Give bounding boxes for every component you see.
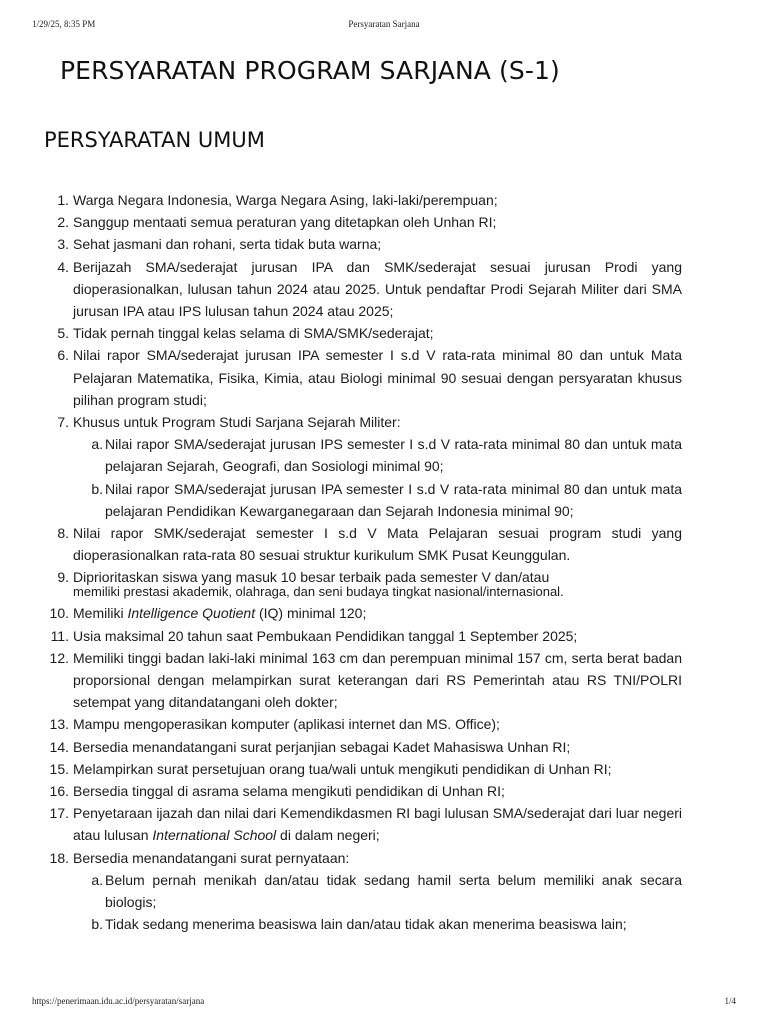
item-number: 7. [57, 414, 69, 431]
sub-item-letter: a. [91, 436, 103, 453]
item-number: 18. [49, 849, 69, 866]
item-text: Sehat jasmani dan rohani, serta tidak buta warna; [73, 236, 382, 253]
item-text: Usia maksimal 20 tahun saat Pembukaan Pendidikan tanggal 1 September 2025; [73, 627, 578, 644]
item-text-emphasis: Intelligence Quotient [127, 605, 256, 622]
item-text: Sanggup mentaati semua peraturan yang ditetapkan oleh Unhan RI; [73, 214, 497, 231]
list-item [49, 758, 682, 780]
item-number: 6. [57, 347, 69, 364]
page-title: PERSYARATAN PROGRAM SARJANA (S-1) [60, 56, 560, 85]
item-text: Nilai rapor SMK/sederajat semester I s.d V Mata Pelajaran sesuai program studi yang dioperasionalkan rata-rata 80 sesuai struktur kurikulum SMK Pusat Keunggulan. [73, 525, 682, 564]
item-text: Khusus untuk Program Studi Sarjana Sejarah Militer: [73, 414, 401, 431]
sub-list-item [91, 478, 682, 522]
list-item [57, 233, 682, 255]
list-item [57, 189, 682, 211]
print-url: https://penerimaan.idu.ac.id/persyaratan/sarjana [32, 996, 205, 1006]
sub-item-text: Tidak sedang menerima beasiswa lain dan/atau tidak akan menerima beasiswa lain; [105, 916, 627, 933]
list-item [57, 411, 682, 522]
print-datetime: 1/29/25, 8:35 PM [32, 19, 96, 29]
item-number: 14. [49, 738, 69, 755]
item-number: 3. [57, 236, 69, 253]
sub-item-letter: b. [91, 480, 103, 497]
sub-item-letter: a. [91, 871, 103, 888]
section-title: PERSYARATAN UMUM [44, 128, 265, 152]
list-item [50, 625, 682, 647]
item-text: Diprioritaskan siswa yang masuk 10 besar terbaik pada semester V dan/atau [73, 569, 550, 586]
list-item [57, 344, 682, 411]
sub-item-letter: b. [91, 916, 103, 933]
item-text: Melampirkan surat persetujuan orang tua/wali untuk mengikuti pendidikan di Unhan RI; [73, 760, 612, 777]
item-text: di dalam negeri; [276, 827, 380, 844]
item-text: Bersedia menandatangani surat pernyataan: [73, 849, 350, 866]
print-footer [0, 996, 768, 1008]
item-number: 13. [49, 716, 69, 733]
list-item [49, 847, 682, 936]
item-text: Warga Negara Indonesia, Warga Negara Asing, laki-laki/perempuan; [73, 192, 498, 208]
print-page-indicator: 1/4 [724, 996, 736, 1006]
list-item [57, 211, 682, 233]
print-header [0, 19, 768, 31]
item-text: Berijazah SMA/sederajat jurusan IPA dan SMK/sederajat sesuai jurusan Prodi yang dioperasionalkan, lulusan tahun 2024 atau 2025. Untuk pendaftar Prodi Sejarah Militer dari SMA jurusan IPA atau IPS lulusan tahun 2024 atau 2025; [73, 258, 682, 320]
requirements-list [49, 189, 682, 936]
item-number: 4. [57, 258, 69, 275]
item-text: (IQ) minimal 120; [255, 605, 367, 622]
list-item [57, 322, 682, 344]
list-item [57, 569, 682, 600]
item-number: 5. [57, 325, 69, 342]
sub-list [73, 433, 682, 522]
item-text: Memiliki tinggi badan laki-laki minimal 163 cm dan perempuan minimal 157 cm, serta berat badan proporsional dengan melampirkan surat keterangan dari RS Pemerintah atau RS TNI/POLRI setempat yang ditandatangani oleh dokter; [73, 649, 682, 711]
sub-item-text: Belum pernah menikah dan/atau tidak sedang hamil serta belum memiliki anak secara biologis; [105, 871, 682, 911]
item-text-emphasis: International School [152, 827, 277, 844]
sub-list-item [91, 913, 682, 935]
list-item [49, 602, 682, 624]
item-number: 16. [49, 783, 69, 800]
item-number: 8. [57, 525, 69, 542]
list-item [49, 713, 682, 735]
item-number: 1. [57, 192, 69, 208]
item-text: Bersedia tinggal di asrama selama mengikuti pendidikan di Unhan RI; [73, 783, 505, 800]
sub-item-text: Nilai rapor SMA/sederajat jurusan IPA semester I s.d V rata-rata minimal 80 dan untuk mata pelajaran Pendidikan Kewarganegaraan dan Sejarah Indonesia minimal 90; [105, 480, 682, 519]
sub-list-item [91, 433, 682, 477]
item-number: 12. [49, 649, 69, 666]
item-text-continuation: memiliki prestasi akademik, olahraga, dan seni budaya tingkat nasional/internasional. [73, 584, 564, 600]
item-number: 10. [49, 605, 69, 622]
item-number: 9. [57, 569, 69, 586]
item-number: 11. [50, 627, 69, 644]
item-number: 17. [49, 805, 69, 822]
sub-list-item [91, 869, 682, 913]
list-item [49, 802, 682, 846]
item-text: Memiliki [73, 605, 128, 622]
list-item [49, 780, 682, 802]
list-item [57, 522, 682, 566]
list-item [57, 256, 682, 323]
item-text: Tidak pernah tinggal kelas selama di SMA/SMK/sederajat; [73, 325, 434, 342]
item-number: 2. [57, 214, 69, 231]
item-text: Bersedia menandatangani surat perjanjian sebagai Kadet Mahasiswa Unhan RI; [73, 738, 571, 755]
list-item [49, 736, 682, 758]
item-text: Nilai rapor SMA/sederajat jurusan IPA semester I s.d V rata-rata minimal 80 dan untuk Mata Pelajaran Matematika, Fisika, Kimia, atau Biologi minimal 90 sesuai dengan persyaratan khusus pilihan program studi; [73, 347, 682, 408]
item-text: Penyetaraan ijazah dan nilai dari Kemendikdasmen RI bagi lulusan SMA/sederajat dari luar negeri atau lulusan [73, 805, 682, 844]
item-text: Mampu mengoperasikan komputer (aplikasi internet dan MS. Office); [73, 716, 500, 733]
list-item [49, 647, 682, 714]
item-number: 15. [49, 760, 69, 777]
sub-list [73, 869, 682, 936]
print-page-title: Persyaratan Sarjana [348, 19, 420, 29]
sub-item-text: Nilai rapor SMA/sederajat jurusan IPS semester I s.d V rata-rata minimal 80 dan untuk mata pelajaran Sejarah, Geografi, dan Sosiologi minimal 90; [105, 436, 682, 475]
